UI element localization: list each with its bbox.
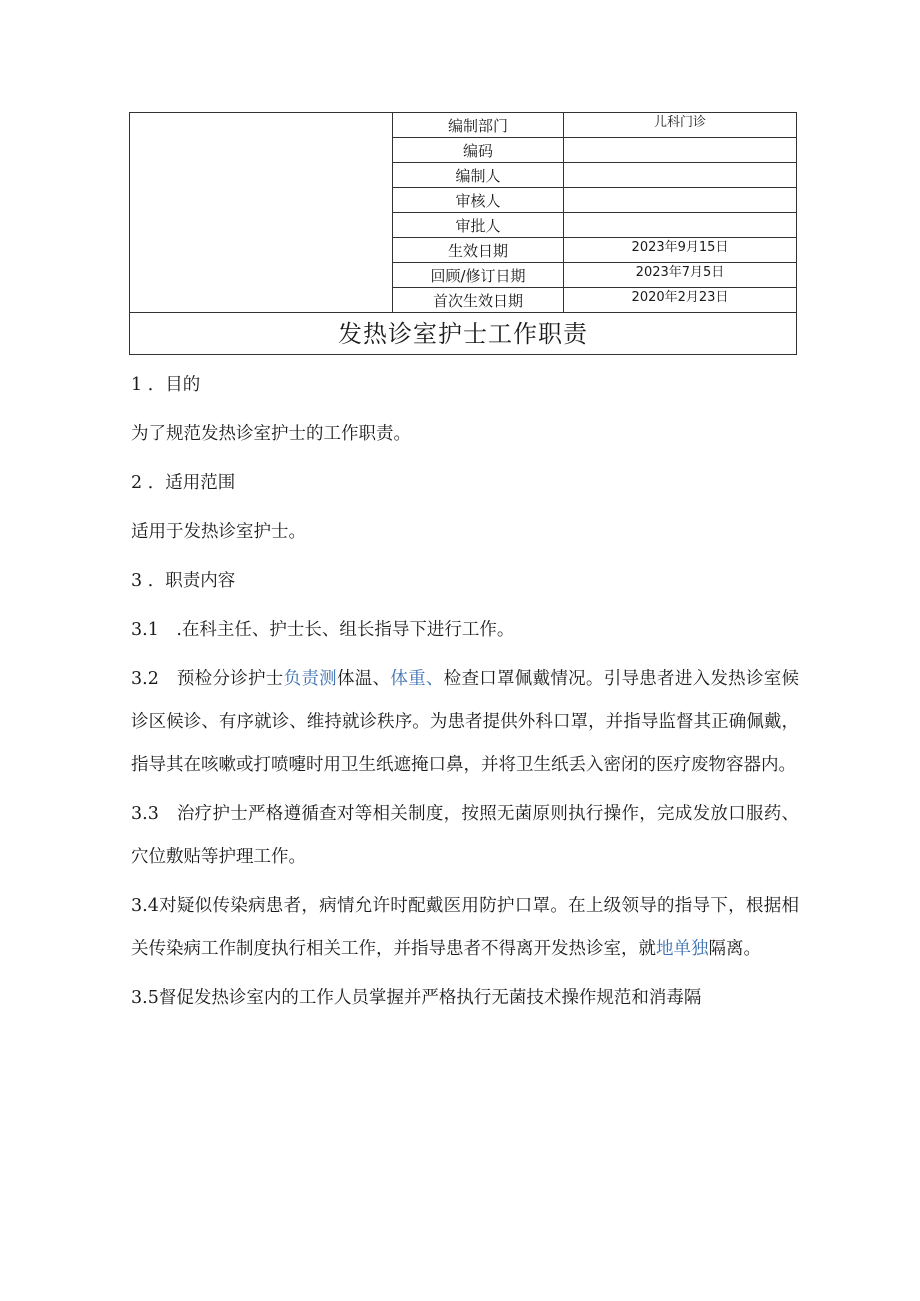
field-label-department: 编制部门 [393,113,564,138]
field-value-code [564,138,797,163]
field-label-effective-date: 生效日期 [393,238,564,263]
paragraph-3-5: 3.5督促发热诊室内的工作人员掌握并严格执行无菌技术操作规范和消毒隔 [131,988,702,1008]
field-value-revision-date: 2023年7月5日 [564,263,797,288]
field-value-department: 儿科门诊 [564,113,797,138]
field-value-approver [564,213,797,238]
section-3-heading: 3 ．职责内容 [131,571,236,591]
paragraph-3-4 [131,885,799,971]
highlighted-text: 体重、 [390,669,444,689]
logo-area [130,113,393,313]
paragraph-3-2-part-c: 检查口罩佩戴情况。引导患者进入发热诊室候诊区候诊、有序就诊、维持就诊秩序。为患者提供外科口罩，并指导监督其正确佩戴，指导其在咳嗽或打喷嚏时用卫生纸遮掩口鼻，并将卫生纸丢入密闭的医疗废物容器内。 [131,669,800,775]
section-1-heading: 1 ．目的 [131,375,201,395]
paragraph-3-3: 3.3 治疗护士严格遵循查对等相关制度，按照无菌原则执行操作，完成发放口服药、穴位敷贴等护理工作。 [131,804,799,867]
field-label-code: 编码 [393,138,564,163]
field-label-first-effective-date: 首次生效日期 [393,288,564,313]
document-header-table [129,112,797,355]
document-title: 发热诊室护士工作职责 [130,313,797,355]
field-label-author: 编制人 [393,163,564,188]
section-2-text: 适用于发热诊室护士。 [131,522,306,542]
field-value-first-effective-date: 2020年2月23日 [564,288,797,313]
paragraph-3-1: 3.1 .在科主任、护士长、组长指导下进行工作。 [131,620,515,640]
highlighted-text: 负责测 [283,669,337,689]
document-body [131,364,799,1020]
section-2-heading: 2 ．适用范围 [131,473,236,493]
paragraph-3-2-part-b: 体温、 [336,669,391,689]
paragraph-3-2 [131,658,799,787]
field-value-author [564,163,797,188]
field-label-approver: 审批人 [393,213,564,238]
section-1-text: 为了规范发热诊室护士的工作职责。 [131,424,411,444]
paragraph-3-4-part-b: 隔离。 [708,939,761,959]
paragraph-3-2-part-a: 3.2 预检分诊护士 [131,669,284,689]
paragraph-3-4-part-a: 3.4对疑似传染病患者，病情允许时配戴医用防护口罩。在上级领导的指导下，根据相关传染病工作制度执行相关工作，并指导患者不得离开发热诊室，就 [131,896,799,959]
field-label-revision-date: 回顾/修订日期 [393,263,564,288]
field-value-reviewer [564,188,797,213]
field-value-effective-date: 2023年9月15日 [564,238,797,263]
highlighted-text: 地单独 [656,939,709,959]
field-label-reviewer: 审核人 [393,188,564,213]
